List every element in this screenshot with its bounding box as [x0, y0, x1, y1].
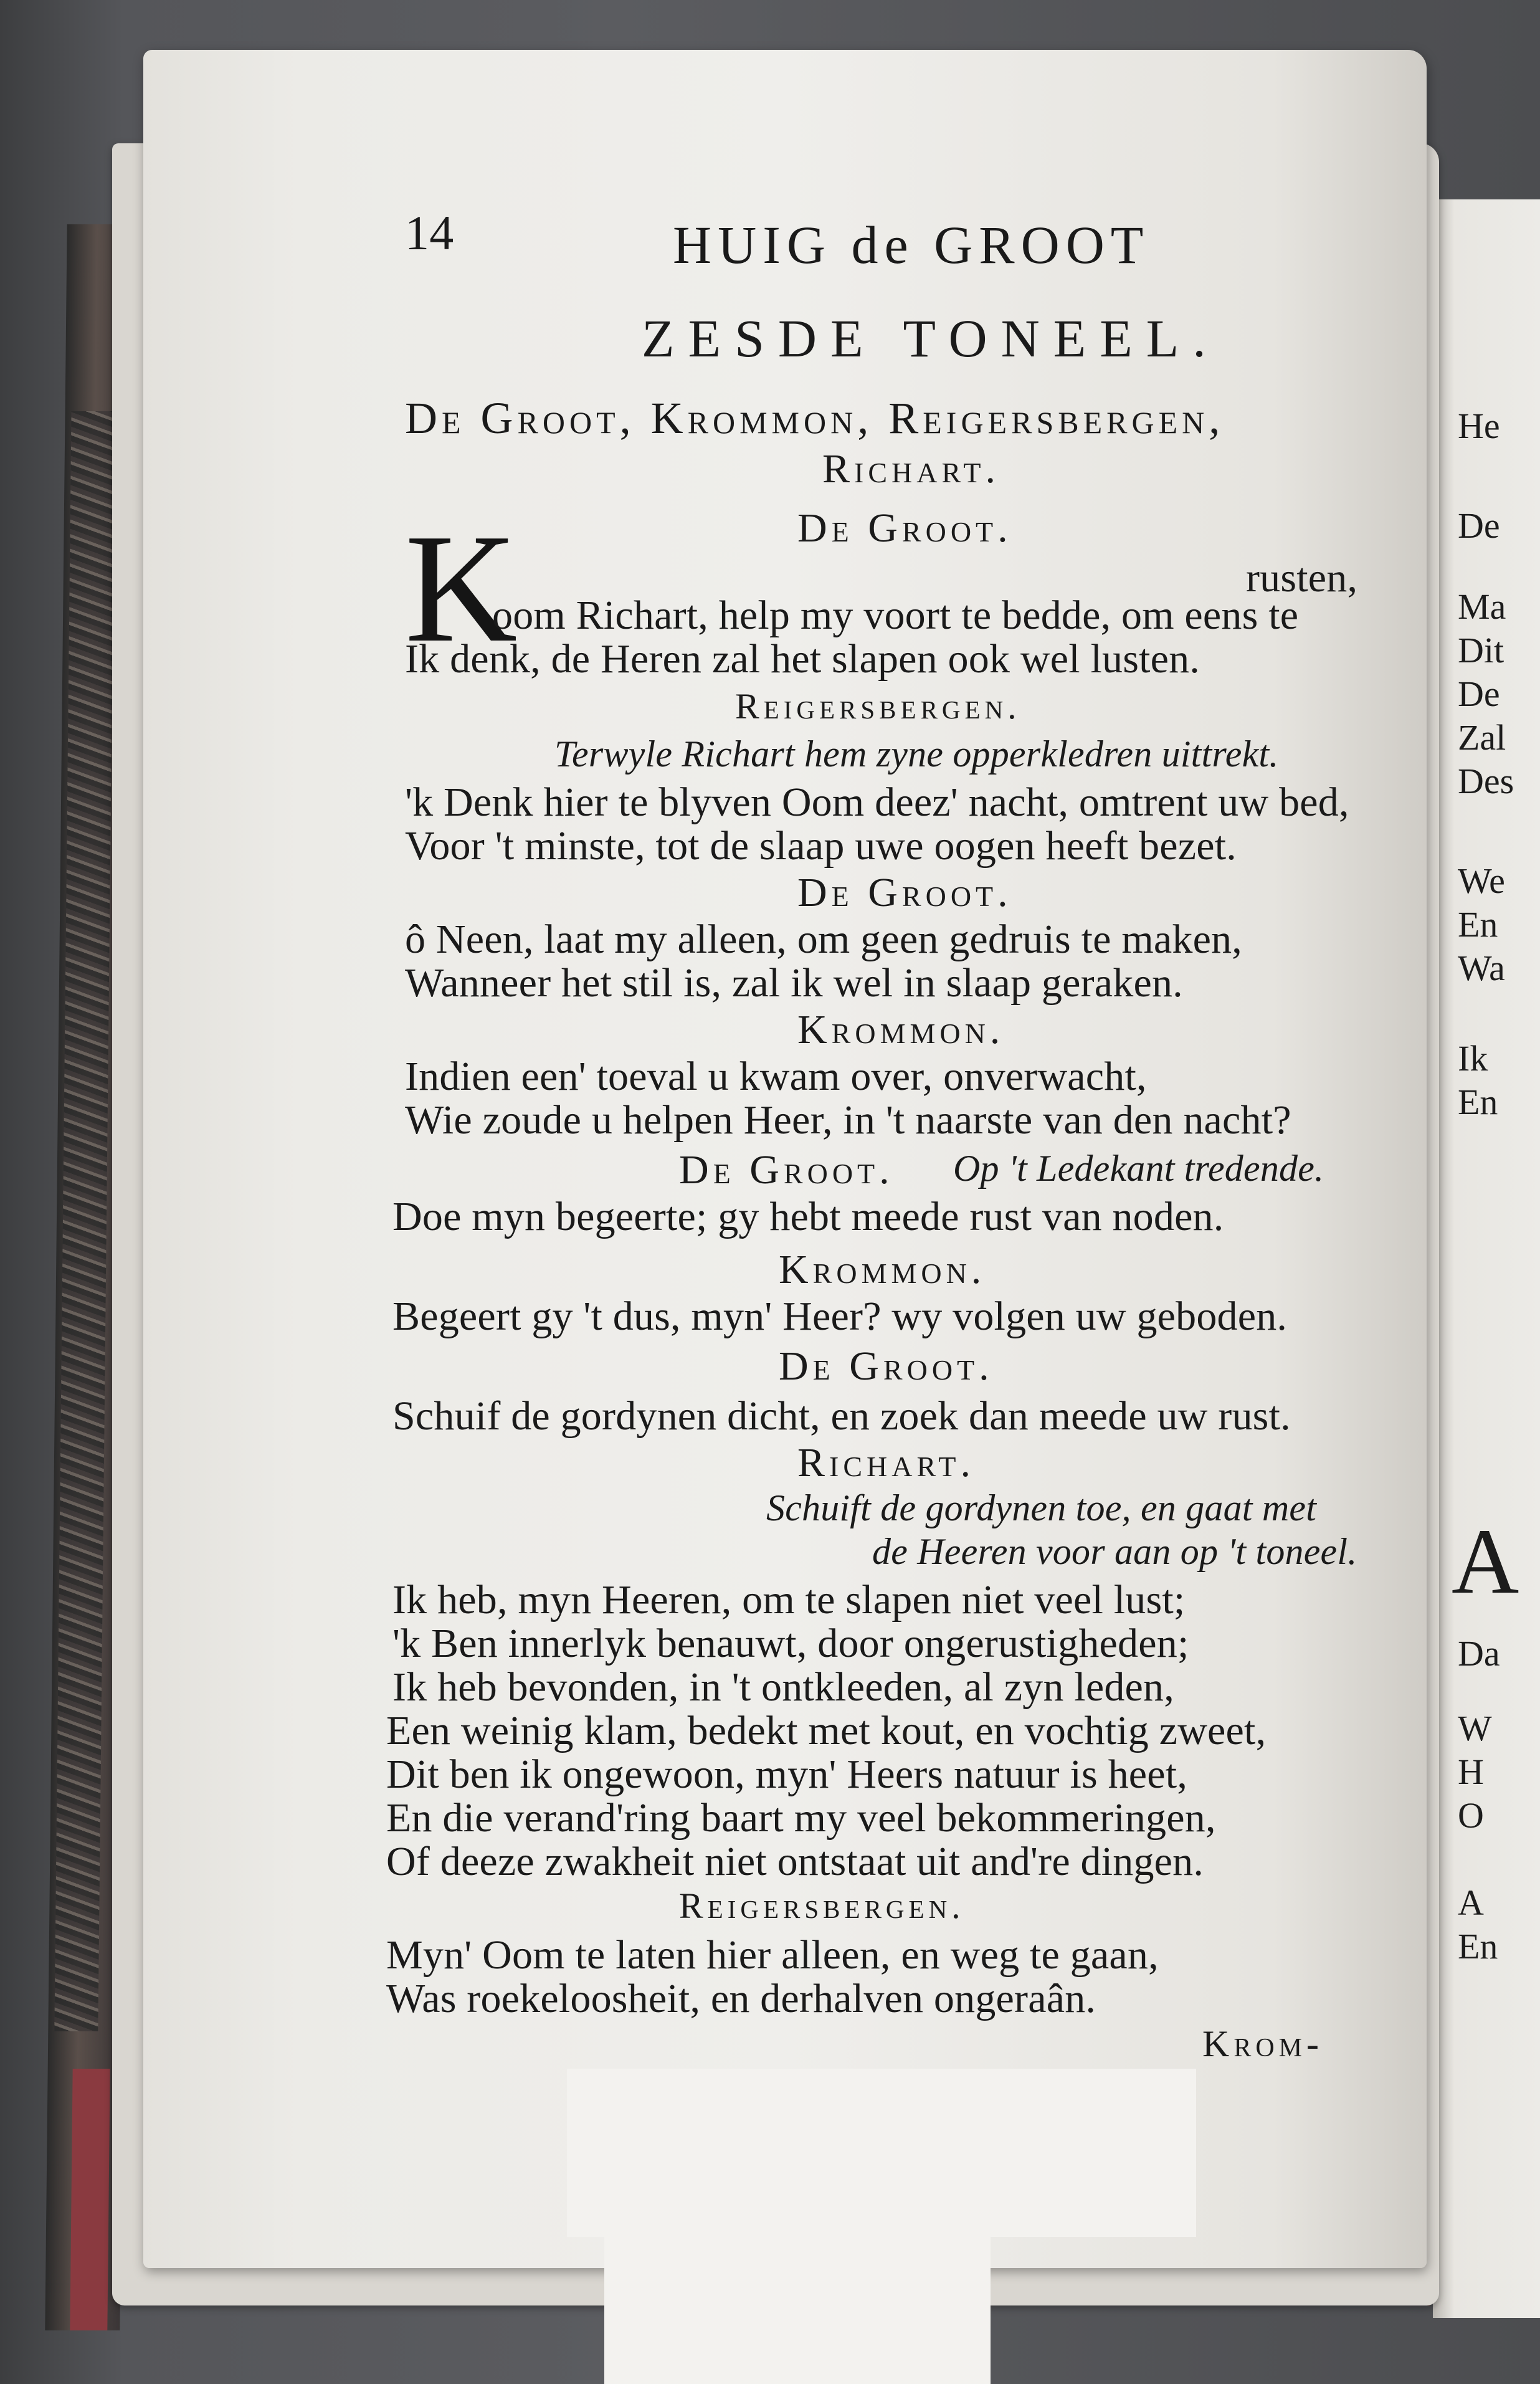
- facing-page: [1433, 199, 1540, 2318]
- speaker-name: Richart.: [797, 1440, 975, 1485]
- verse-line-overflow: rusten,: [1246, 555, 1358, 601]
- speaker-name: Krommon.: [797, 1007, 1005, 1052]
- verse-line: Schuif de gordynen dicht, en zoek dan meede uw rust.: [392, 1393, 1291, 1439]
- verse-line: Was roekeloosheit, en derhalven ongeraân.: [386, 1976, 1096, 2021]
- drop-cap: K: [405, 502, 518, 675]
- page-number: 14: [405, 206, 454, 260]
- stage-direction: Op 't Ledekant tredende.: [953, 1148, 1324, 1189]
- stage-direction: Terwyle Richart hem zyne opperkledren uittrekt.: [554, 733, 1279, 775]
- cast-list: Richart.: [822, 446, 1000, 492]
- book-page: [143, 50, 1427, 2268]
- marbled-cover: [54, 411, 115, 2031]
- verse-line: Indien een' toeval u kwam over, onverwacht,: [405, 1054, 1147, 1099]
- facing-fragment: Da: [1458, 1633, 1500, 1674]
- red-spine-edge: [70, 2069, 110, 2330]
- verse-line: Myn' Oom te laten hier alleen, en weg te gaan,: [386, 1932, 1159, 1978]
- stage-direction: de Heeren voor aan op 't toneel.: [872, 1531, 1357, 1572]
- verse-line: Wanneer het stil is, zal ik wel in slaap geraken.: [405, 960, 1183, 1006]
- facing-fragment: Ma: [1458, 586, 1506, 627]
- facing-fragment: Des: [1458, 761, 1514, 801]
- running-head: HUIG de GROOT: [673, 215, 1150, 275]
- stage-direction: Schuift de gordynen toe, en gaat met: [766, 1487, 1317, 1528]
- facing-fragment: En: [1458, 1082, 1498, 1122]
- verse-line: Dit ben ik ongewoon, myn' Heers natuur is heet,: [386, 1752, 1188, 1797]
- facing-fragment: Ik: [1458, 1038, 1488, 1079]
- verse-line: Een weinig klam, bedekt met kout, en vochtig zweet,: [386, 1708, 1267, 1753]
- facing-fragment: We: [1458, 861, 1505, 901]
- facing-fragment: Zal: [1458, 717, 1506, 758]
- verse-line: Wie zoude u helpen Heer, in 't naarste van den nacht?: [405, 1097, 1291, 1143]
- verse-line: Ik heb, myn Heeren, om te slapen niet veel lust;: [392, 1577, 1186, 1623]
- speaker-name: Krommon.: [779, 1247, 986, 1292]
- facing-fragment: W: [1458, 1708, 1492, 1748]
- facing-fragment: De: [1458, 674, 1500, 714]
- facing-fragment: He: [1458, 406, 1500, 446]
- verse-line: 'k Denk hier te blyven Oom deez' nacht, omtrent uw bed,: [405, 780, 1349, 825]
- speaker-name: Reigersbergen.: [735, 686, 1021, 727]
- facing-fragment: En: [1458, 1926, 1498, 1967]
- verse-line: Voor 't minste, tot de slaap uwe oogen heeft bezet.: [405, 823, 1237, 869]
- facing-fragment: Dit: [1458, 630, 1504, 670]
- cast-list: De Groot, Krommon, Reigersbergen,: [405, 393, 1225, 443]
- verse-line: Ik denk, de Heren zal het slapen ook wel lusten.: [405, 636, 1200, 682]
- speaker-name: Reigersbergen.: [679, 1886, 965, 1926]
- speaker-name: De Groot.: [797, 505, 1012, 551]
- facing-fragment: H: [1458, 1752, 1484, 1792]
- speaker-name: De Groot.: [779, 1343, 994, 1389]
- speaker-name: De Groot.: [797, 870, 1012, 915]
- verse-line: Begeert gy 't dus, myn' Heer? wy volgen uw geboden.: [392, 1294, 1288, 1339]
- verse-line: ô Neen, laat my alleen, om geen gedruis te maken,: [405, 917, 1242, 962]
- verse-line: En die verand'ring baart my veel bekommeringen,: [386, 1795, 1216, 1841]
- verse-line: Ik heb bevonden, in 't ontkleeden, al zyn leden,: [392, 1664, 1174, 1710]
- facing-fragment: Wa: [1458, 948, 1505, 988]
- facing-fragment: En: [1458, 904, 1498, 945]
- facing-fragment: A: [1458, 1882, 1484, 1923]
- blank-patch: [567, 2069, 1196, 2237]
- catchword: Krom-: [1202, 2023, 1323, 2064]
- scene-title: ZESDE TONEEL.: [642, 308, 1220, 368]
- facing-fragment: De: [1458, 505, 1500, 546]
- verse-line: Of deeze zwakheit niet ontstaat uit and're dingen.: [386, 1839, 1204, 1884]
- blank-patch: [604, 2218, 991, 2384]
- verse-line: Doe myn begeerte; gy hebt meede rust van noden.: [392, 1194, 1224, 1239]
- speaker-name: De Groot.: [679, 1147, 894, 1193]
- facing-fragment-initial: A: [1452, 1510, 1519, 1613]
- verse-line: 'k Ben innerlyk benauwt, door ongerustigheden;: [392, 1621, 1189, 1666]
- verse-line: oom Richart, help my voort te bedde, om eens te: [492, 593, 1299, 638]
- facing-fragment: O: [1458, 1795, 1484, 1836]
